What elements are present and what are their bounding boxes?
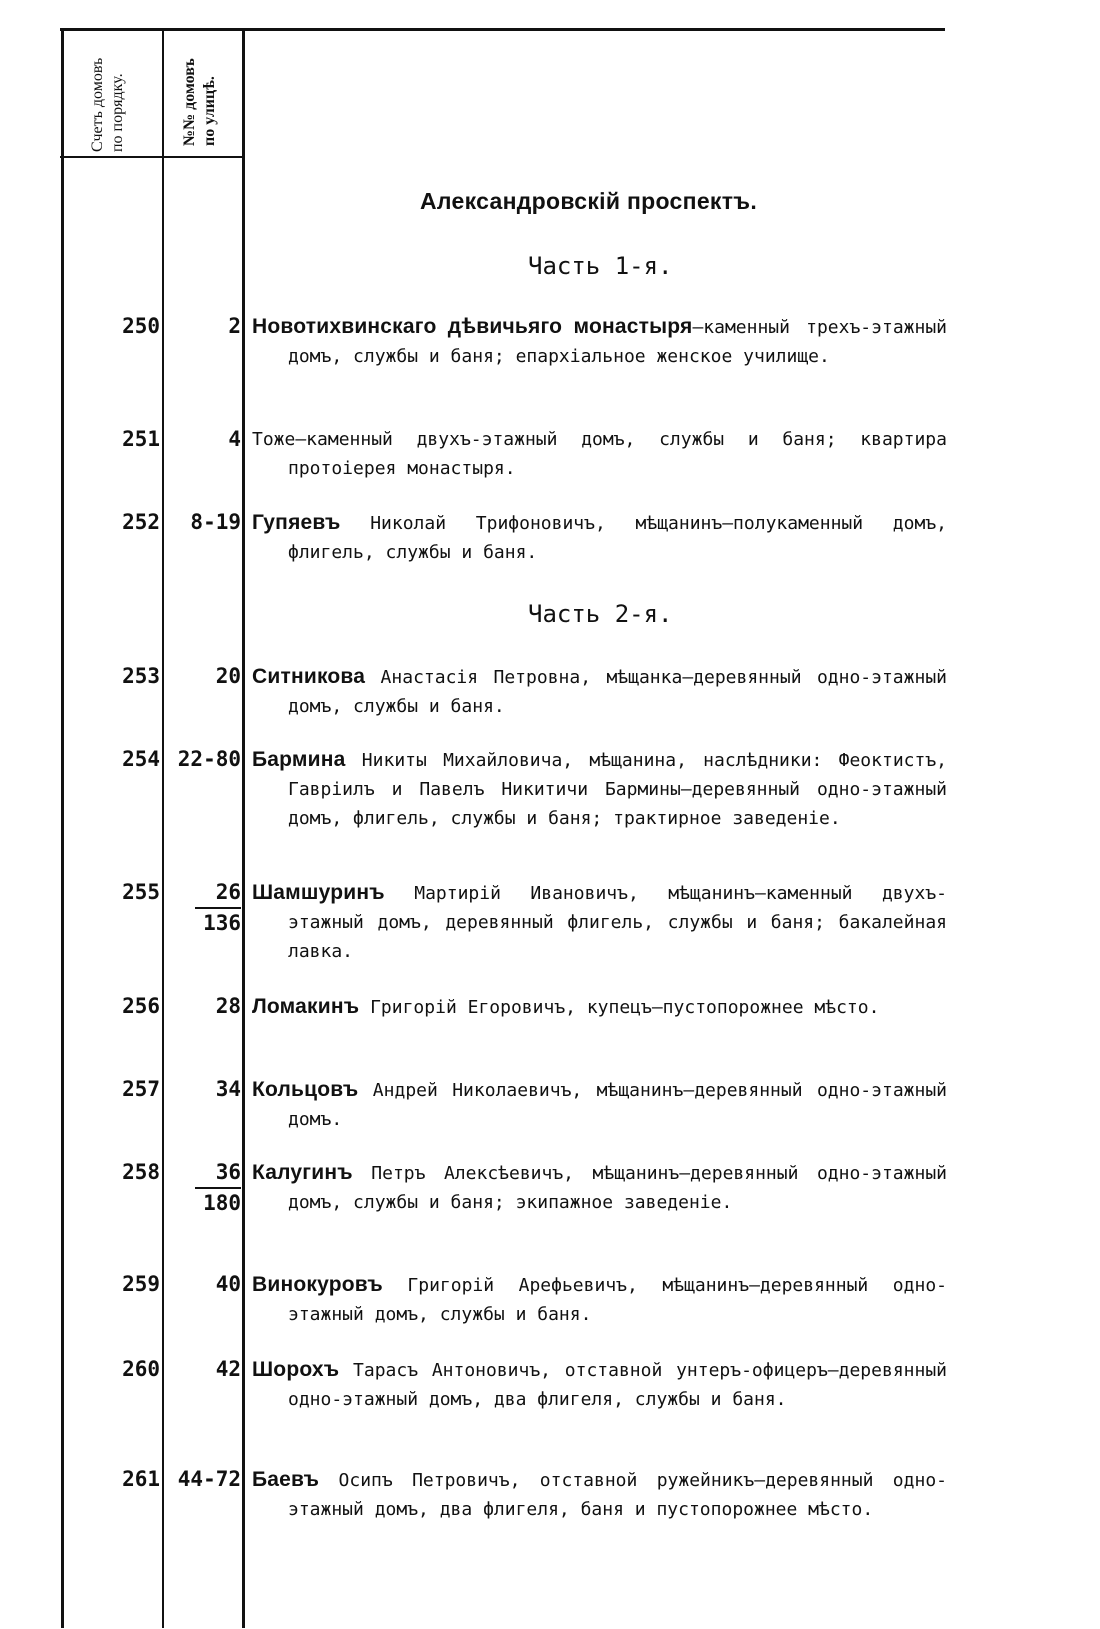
entry-description: [252, 425, 947, 483]
entry-order-number: 259: [122, 1272, 160, 1296]
entry-house-number: [165, 745, 241, 774]
entry-text: Николай Трифоновичъ, мѣщанинъ—полукаменный домъ, флигель, службы и баня.: [288, 513, 947, 563]
owner-name: Шорохъ: [252, 1358, 340, 1381]
entry-description: [252, 662, 947, 721]
house-number-value: 44-72: [177, 1467, 241, 1491]
entry-house-number: [165, 662, 241, 691]
column-header-order-count: [88, 58, 128, 152]
entry-house-number: [165, 1465, 241, 1494]
entry-text: Григорій Арефьевичъ, мѣщанинъ—деревянный одно-этажный домъ, службы и баня.: [288, 1275, 947, 1325]
entry-house-number: [165, 312, 241, 341]
top-rule: [60, 28, 945, 31]
house-number-value: 26: [215, 880, 241, 904]
house-number-value: 34: [215, 1077, 241, 1101]
entry-house-number: [165, 1075, 241, 1104]
street-title: Александровскій проспектъ.: [420, 188, 758, 214]
entry-text: —каменный трехъ-этажный домъ, службы и баня; епархіальное женское училище.: [288, 317, 947, 367]
entry-description: [252, 1355, 947, 1414]
entry-order-number: 260: [122, 1357, 160, 1381]
entry-description: [252, 1465, 947, 1524]
owner-name: Винокуровъ: [252, 1273, 383, 1296]
owner-name: Ситникова: [252, 665, 366, 688]
entry-order-number: 255: [122, 880, 160, 904]
entry-house-number: [165, 508, 241, 537]
entry-house-number: [165, 1158, 241, 1218]
entry-order-number: 251: [122, 427, 160, 451]
owner-name: Шамшуринъ: [252, 881, 385, 904]
part-heading: Часть 1-я.: [528, 252, 673, 280]
house-number-value: 8-19: [190, 510, 241, 534]
owner-name: Баевъ: [252, 1468, 320, 1491]
entry-text: Андрей Николаевичъ, мѣщанинъ—деревянный одно-этажный домъ.: [288, 1080, 947, 1130]
entry-text: Мартирій Ивановичъ, мѣщанинъ—каменный двухъ-этажный домъ, деревянный флигель, службы и баня; бакалейная лавка.: [288, 883, 947, 962]
entry-order-number: 250: [122, 314, 160, 338]
entry-text: Осипъ Петровичъ, отставной ружейникъ—деревянный одно-этажный домъ, два флигеля, баня и пустопорожнее мѣсто.: [288, 1470, 947, 1520]
column-header-line: №№ домовъ: [181, 58, 198, 146]
entry-order-number: 253: [122, 664, 160, 688]
house-number-value: 20: [215, 664, 241, 688]
entry-text: Анастасія Петровна, мѣщанка—деревянный одно-этажный домъ, службы и баня.: [288, 667, 947, 717]
entry-description: [252, 745, 947, 833]
entry-text: Тоже—каменный двухъ-этажный домъ, службы и баня; квартира протоіерея монастыря.: [252, 429, 947, 479]
entry-description: [252, 312, 947, 371]
column-header-house-numbers: [180, 58, 220, 146]
owner-name: Новотихвинскаго дѣвичьяго монастыря: [252, 315, 693, 338]
entry-description: [252, 992, 947, 1022]
entry-house-number: [165, 1270, 241, 1299]
column-divider-left: [61, 28, 64, 1628]
entry-text: Никиты Михайловича, мѣщанина, наслѣдники: Феоктистъ, Гавріилъ и Павелъ Никитичи Бармины—деревянный одно-этажный домъ, флигель, службы и баня; трактирное заведеніе.: [288, 750, 947, 829]
header-rule: [60, 156, 242, 158]
entry-order-number: 261: [122, 1467, 160, 1491]
entry-house-number: [165, 425, 241, 454]
column-header-line: Счетъ домовъ: [89, 57, 106, 152]
house-number-value: 36: [215, 1160, 241, 1184]
column-divider-right: [242, 28, 245, 1628]
entry-description: [252, 878, 947, 966]
house-number-old: 180: [195, 1187, 241, 1218]
entry-house-number: [165, 878, 241, 938]
house-number-value: 2: [228, 314, 241, 338]
owner-name: Гупяевъ: [252, 511, 341, 534]
entry-description: [252, 1075, 947, 1134]
owner-name: Бармина: [252, 748, 346, 771]
entry-order-number: 257: [122, 1077, 160, 1101]
owner-name: Калугинъ: [252, 1161, 353, 1184]
house-number-value: 40: [215, 1272, 241, 1296]
house-number-value: 22-80: [177, 747, 241, 771]
column-header-line: по порядку.: [109, 73, 126, 152]
entry-order-number: 258: [122, 1160, 160, 1184]
house-number-value: 42: [215, 1357, 241, 1381]
column-header-line: по улицѣ.: [201, 76, 218, 146]
entry-order-number: 254: [122, 747, 160, 771]
owner-name: Кольцовъ: [252, 1078, 359, 1101]
house-number-old: 136: [195, 907, 241, 938]
entry-house-number: [165, 992, 241, 1021]
entry-description: [252, 1270, 947, 1329]
entry-text: Петръ Алексѣевичъ, мѣщанинъ—деревянный одно-этажный домъ, службы и баня; экипажное заведеніе.: [288, 1163, 947, 1213]
house-number-value: 4: [228, 427, 241, 451]
entry-text: Тарасъ Антоновичъ, отставной унтеръ-офицеръ—деревянный одно-этажный домъ, два флигеля, службы и баня.: [288, 1360, 947, 1410]
entry-order-number: 256: [122, 994, 160, 1018]
entry-description: [252, 1158, 947, 1217]
house-number-value: 28: [215, 994, 241, 1018]
column-divider-middle: [162, 28, 164, 1628]
entry-house-number: [165, 1355, 241, 1384]
owner-name: Ломакинъ: [252, 995, 360, 1018]
entry-order-number: 252: [122, 510, 160, 534]
entry-description: [252, 508, 947, 567]
entry-text: Григорій Егоровичъ, купецъ—пустопорожнее мѣсто.: [359, 997, 880, 1018]
part-heading: Часть 2-я.: [528, 600, 673, 628]
